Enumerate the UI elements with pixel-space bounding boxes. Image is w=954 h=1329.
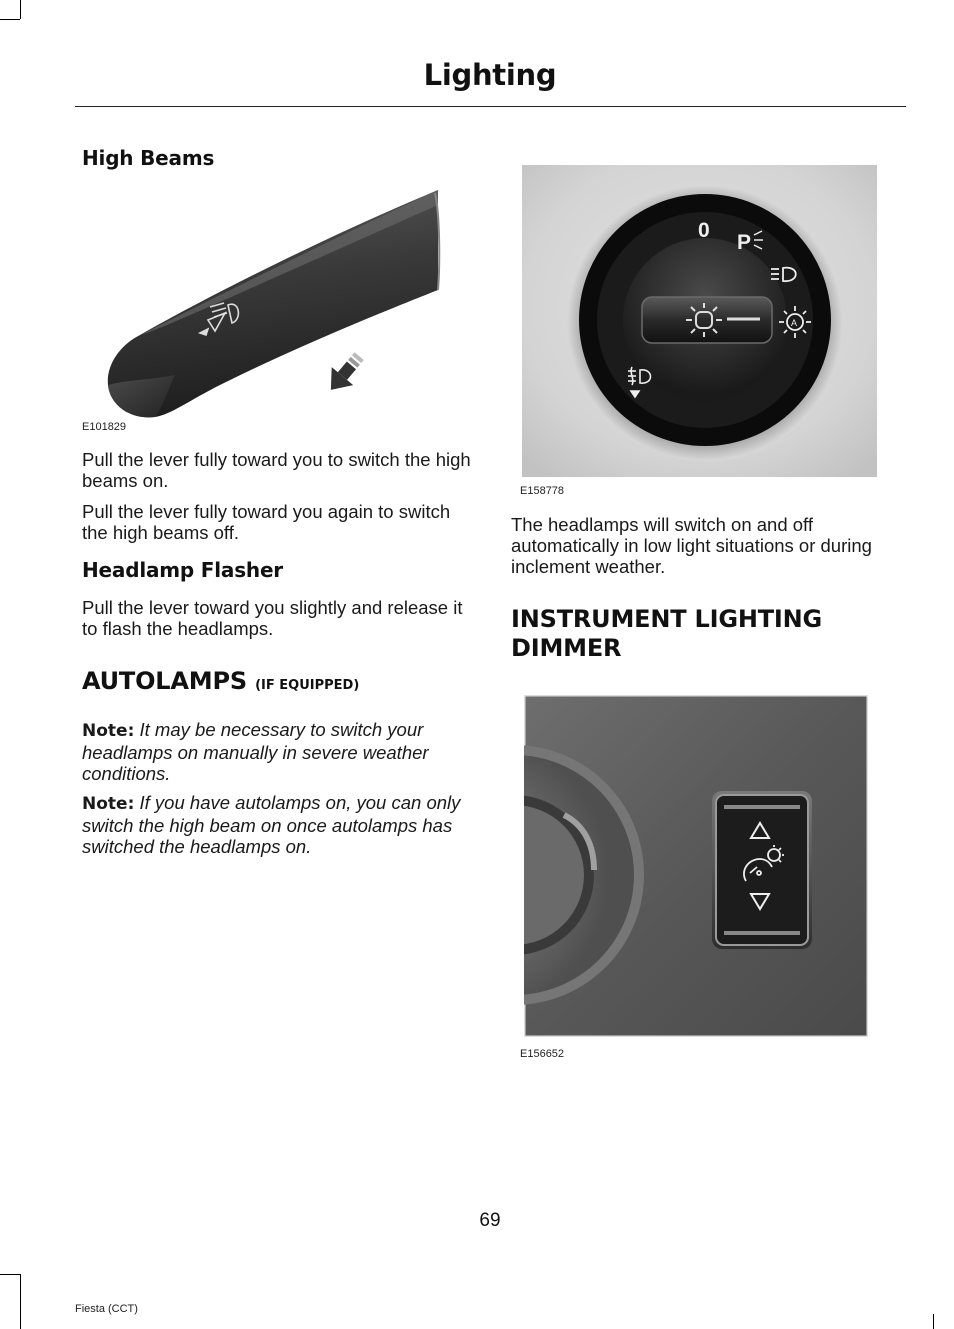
autolamps-note-1 <box>82 719 477 784</box>
autolamps-heading <box>82 667 359 700</box>
instrument-dimmer-heading-line-1: INSTRUMENT LIGHTING <box>511 605 823 633</box>
page-title: Lighting <box>423 58 557 92</box>
note-label: Note: <box>82 794 135 814</box>
note-label: Note: <box>82 721 135 741</box>
crop-mark-bottom-right-v <box>933 1314 934 1329</box>
autolamps-title: AUTOLAMPS <box>82 667 247 695</box>
headlamp-flasher-para: Pull the lever toward you slightly and release it to flash the headlamps. <box>82 597 463 639</box>
page-number: 69 <box>479 1210 501 1231</box>
headlamp-switch-figure <box>522 165 877 477</box>
title-rule <box>75 106 906 107</box>
crop-mark-top-left-v <box>20 0 21 19</box>
headlamp-flasher-heading: Headlamp Flasher <box>82 558 283 582</box>
figure-id-e158778: E158778 <box>520 485 565 497</box>
autolamps-note-2 <box>82 792 477 857</box>
high-beams-para-1: Pull the lever fully toward you to switch the high beams on. <box>82 449 471 491</box>
high-beams-para-2: Pull the lever fully toward you again to switch the high beams off. <box>82 501 451 543</box>
figure-id-e101829: E101829 <box>82 421 127 433</box>
crop-mark-bottom-left-v <box>20 1274 21 1329</box>
autolamps-qualifier: (IF EQUIPPED) <box>255 678 360 693</box>
instrument-dimmer-figure <box>524 695 868 1037</box>
figure-id-e156652: E156652 <box>520 1048 565 1060</box>
instrument-dimmer-heading <box>511 605 822 663</box>
crop-mark-top-left-h <box>0 19 20 20</box>
high-beam-lever-figure <box>100 185 445 420</box>
note-text: If you have autolamps on, you can only switch the high beam on once autolamps has switched the headlamps on. <box>82 792 461 857</box>
off-position-mark: 0 <box>698 219 710 242</box>
crop-mark-bottom-left-h <box>0 1274 20 1275</box>
footer-model: Fiesta (CCT) <box>75 1303 138 1315</box>
parking-lamp-icon: P <box>737 231 752 254</box>
svg-text:A: A <box>791 318 798 328</box>
note-text: It may be necessary to switch your headlamps on manually in severe weather conditions. <box>82 719 429 784</box>
high-beams-heading: High Beams <box>82 146 215 170</box>
pull-arrow-icon <box>320 347 370 399</box>
autolamps-para: The headlamps will switch on and off automatically in low light situations or during inclement weather. <box>511 514 872 577</box>
instrument-dimmer-heading-line-2: DIMMER <box>511 634 622 662</box>
